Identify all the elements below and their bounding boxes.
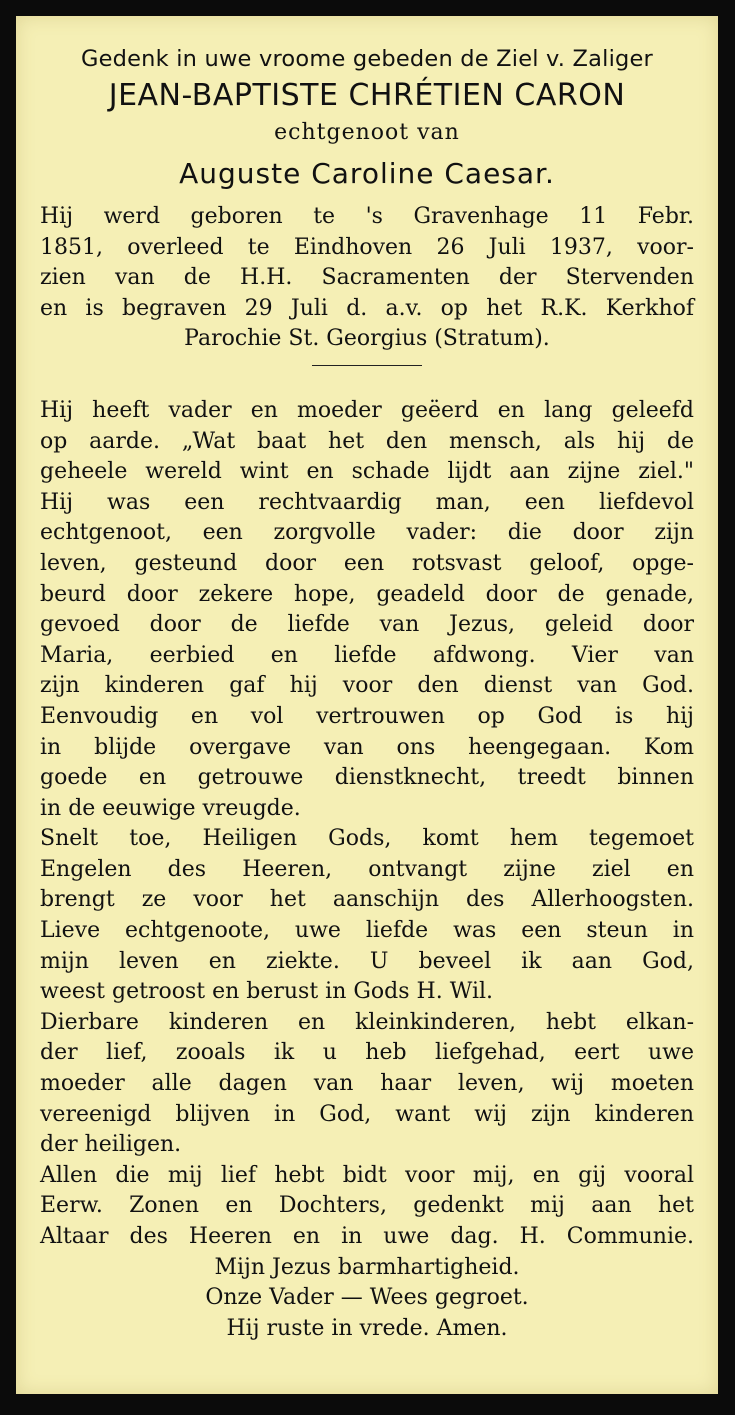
divider	[312, 365, 422, 366]
body-line: moeder alle dagen van haar leven, wij moeten	[40, 1071, 694, 1097]
biography-line: Hij werd geboren te 's Gravenhage 11 Febr.	[40, 204, 694, 229]
body-line: der lief, zooals ik u heb liefgehad, eert uwe	[40, 1040, 694, 1066]
body-line: gevoed door de liefde van Jezus, geleid door	[40, 612, 694, 638]
body-line: leven, gesteund door een rotsvast geloof, opge-	[40, 550, 694, 576]
body-line: Engelen des Heeren, ontvangt zijne ziel en	[40, 856, 694, 882]
spouse-label: echtgenoot van	[274, 120, 460, 145]
prayer-line: Onze Vader — Wees gegroet.	[205, 1285, 529, 1311]
body-line: vereenigd blijven in God, want wij zijn kinderen	[40, 1101, 694, 1127]
body-line: Lieve echtgenoote, uwe liefde was een steun in	[40, 918, 694, 944]
body-line: beurd door zekere hope, geadeld door de genade,	[40, 581, 694, 607]
body-line: in de eeuwige vreugde.	[40, 795, 301, 821]
prayer-line: Mijn Jezus barmhartigheid.	[214, 1254, 520, 1280]
body-line: in blijde overgave van ons heengegaan. Kom	[40, 734, 694, 760]
spouse-name: Auguste Caroline Caesar.	[179, 157, 555, 190]
body-line: echtgenoot, een zorgvolle vader: die door zijn	[40, 520, 694, 546]
body-line: Maria, eerbied en liefde afdwong. Vier van	[40, 642, 694, 668]
body-line: der heiligen.	[40, 1132, 182, 1158]
body-line: Eerw. Zonen en Dochters, gedenkt mij aan het	[40, 1193, 694, 1219]
body-line: zijn kinderen gaf hij voor den dienst van God.	[40, 673, 694, 699]
biography-line: en is begraven 29 Juli d. a.v. op het R.K. Kerkhof	[40, 295, 694, 321]
deceased-name: JEAN-BAPTISTE CHRÉTIEN CARON	[108, 78, 626, 113]
body-text	[40, 396, 694, 1253]
body-line: goede en getrouwe dienstknecht, treedt binnen	[40, 765, 694, 791]
body-line: mijn leven en ziekte. U beveel ik aan God,	[40, 948, 694, 974]
body-line: Dierbare kinderen en kleinkinderen, hebt elkan-	[40, 1009, 694, 1035]
body-line: Hij was een rechtvaardig man, een liefdevol	[40, 489, 694, 515]
biography-line: zien van de H.H. Sacramenten der Stervenden	[40, 265, 694, 291]
body-line: Altaar des Heeren en in uwe dag. H. Communie.	[40, 1224, 694, 1249]
body-line: Allen die mij lief hebt bidt voor mij, en gij vooral	[40, 1162, 694, 1188]
biography	[40, 202, 694, 355]
intro-line: Gedenk in uwe vroome gebeden de Ziel v. Zaliger	[80, 46, 653, 72]
closing-prayers	[40, 1253, 694, 1345]
body-line: Snelt toe, Heiligen Gods, komt hem tegemoet	[40, 826, 694, 852]
body-line: weest getroost en berust in Gods H. Wil.	[40, 979, 494, 1005]
body-line: geheele wereld wint en schade lijdt aan zijne ziel."	[40, 459, 694, 485]
card-content	[40, 44, 694, 1344]
biography-line: 1851, overleed te Eindhoven 26 Juli 1937, voor-	[40, 234, 694, 260]
body-line: op aarde. „Wat baat het den mensch, als hij de	[40, 428, 694, 454]
biography-line: Parochie St. Georgius (Stratum).	[184, 326, 550, 352]
memorial-card	[16, 16, 718, 1394]
prayer-line: Hij ruste in vrede. Amen.	[226, 1315, 508, 1341]
body-line: Hij heeft vader en moeder geëerd en lang geleefd	[40, 397, 694, 423]
body-line: Eenvoudig en vol vertrouwen op God is hij	[40, 703, 694, 729]
body-line: brengt ze voor het aanschijn des Allerhoogsten.	[40, 887, 694, 913]
